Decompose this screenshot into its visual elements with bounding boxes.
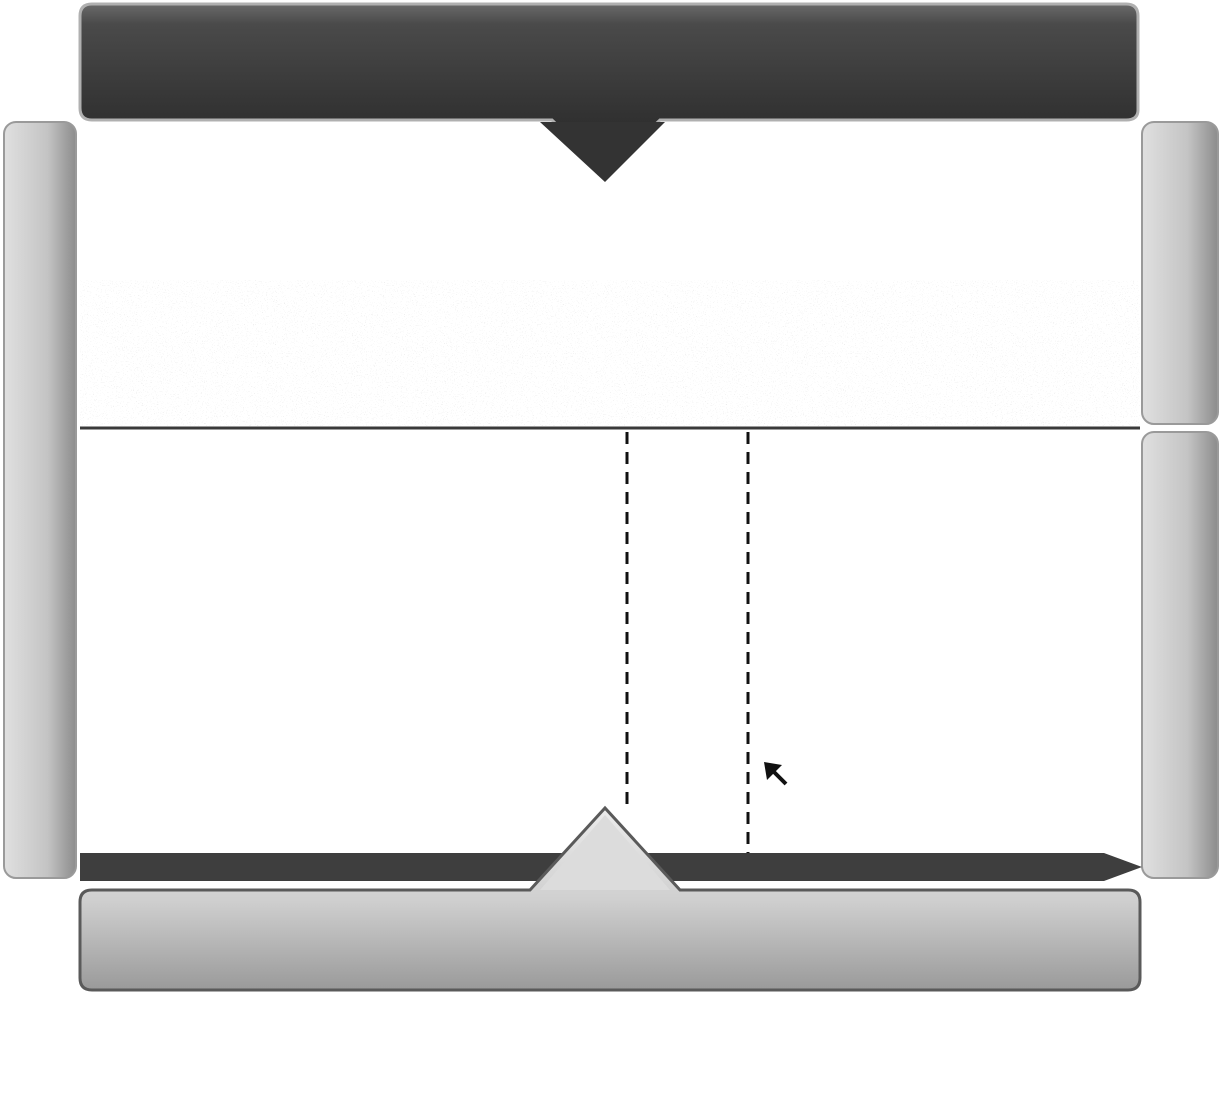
wave-speckle-texture <box>80 280 1140 426</box>
matter-side-bar <box>1142 432 1218 878</box>
frequency-side-bar <box>4 122 76 878</box>
plot-area <box>80 122 1140 872</box>
energy-side-bar <box>1142 122 1218 424</box>
